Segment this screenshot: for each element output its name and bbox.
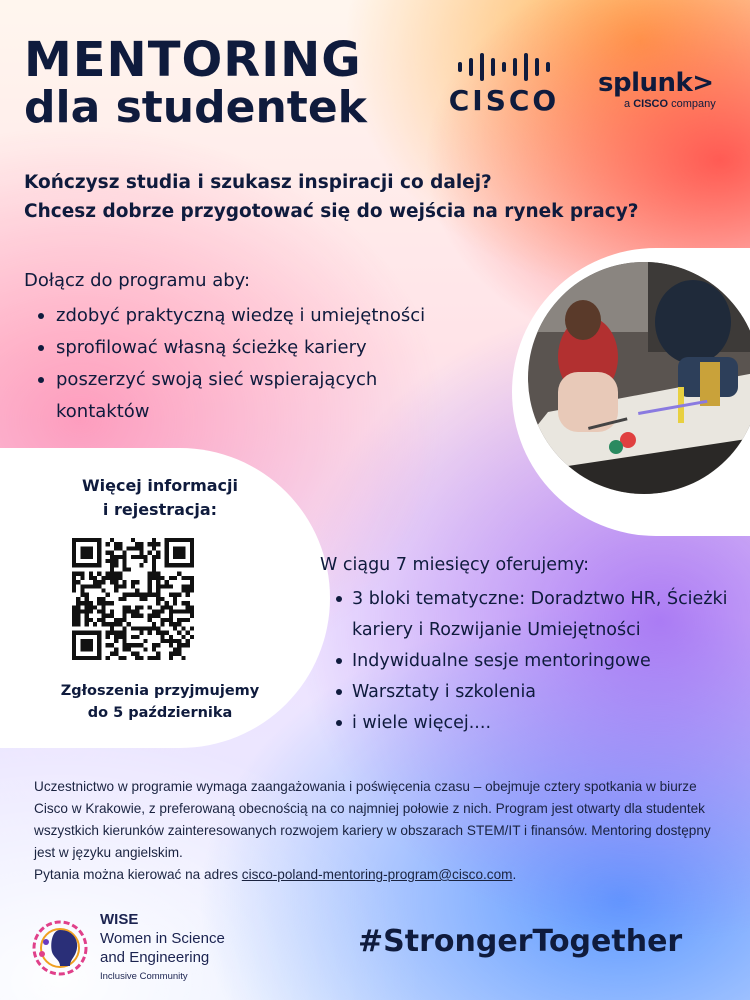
wise-desc-line-1: Women in Science	[100, 930, 225, 947]
join-item: poszerzyć swoją sieć wspierających kontaktów	[36, 364, 416, 428]
wise-sub: Inclusive Community	[100, 971, 188, 982]
offer-item: i wiele więcej....	[334, 708, 744, 739]
wise-name: WISE	[100, 911, 139, 928]
question-2: Chcesz dobrze przygotować się do wejścia na rynek pracy?	[24, 201, 639, 222]
page-title	[24, 32, 367, 133]
wise-logo	[30, 910, 310, 990]
workshop-photo-illustration	[528, 262, 750, 494]
splunk-subline	[598, 98, 728, 110]
offer-item: Warsztaty i szkolenia	[334, 677, 744, 708]
workshop-photo	[528, 262, 750, 494]
join-list	[36, 300, 496, 428]
deadline-line-2: do 5 października	[87, 705, 233, 721]
hashtag: #StrongerTogether	[358, 924, 683, 959]
join-item: zdobyć praktyczną wiedzę i umiejętności	[36, 300, 496, 332]
title-line-1: MENTORING	[24, 32, 362, 88]
wise-desc-line-2: and Engineering	[100, 949, 210, 966]
splunk-sub-brand: CISCO	[633, 98, 669, 110]
offer-heading: W ciągu 7 miesięcy oferujemy:	[320, 555, 590, 575]
footer-paragraph	[34, 776, 734, 886]
join-item: sprofilować własną ścieżkę kariery	[36, 332, 496, 364]
splunk-wordmark: splunk>	[598, 68, 714, 98]
cisco-bars	[444, 52, 564, 82]
wise-text	[100, 910, 225, 982]
title-line-2: dla studentek	[24, 82, 367, 133]
splunk-logo-icon	[598, 68, 728, 110]
registration-heading	[30, 474, 290, 522]
intro-questions	[24, 168, 639, 226]
splunk-sub-suffix: company	[671, 98, 716, 110]
question-1: Kończysz studia i szukasz inspiracji co dalej?	[24, 172, 492, 193]
offer-list	[334, 584, 744, 739]
footer-body: Uczestnictwo w programie wymaga zaangażowania i poświęcenia czasu – obejmuje cztery spotkania w biurze Cisco w Krakowie, z preferowaną obecnością na co najmniej połowie z nich. Program jest otwarty dla studentek wszystkich kierunków zainteresowanych rozwojem kariery w obszarach STEM/IT i finansów. Mentoring dostępny jest w języku angielskim.	[34, 779, 711, 860]
contact-suffix: .	[512, 867, 517, 882]
contact-email-link[interactable]: cisco-poland-mentoring-program@cisco.com	[241, 867, 513, 882]
registration-deadline	[20, 680, 300, 724]
contact-prefix: Pytania można kierować na adres	[34, 867, 242, 882]
wise-logo-icon	[30, 916, 94, 980]
qr-code-icon[interactable]	[72, 538, 194, 660]
offer-item: Indywidualne sesje mentoringowe	[334, 646, 744, 677]
registration-heading-line-2: i rejestracja:	[102, 500, 218, 519]
offer-item: 3 bloki tematyczne: Doradztwo HR, Ścieżki kariery i Rozwijanie Umiejętności	[334, 584, 744, 646]
cisco-wordmark: CISCO	[448, 84, 560, 117]
deadline-line-1: Zgłoszenia przyjmujemy	[60, 683, 260, 699]
footer-contact	[34, 864, 734, 886]
cisco-logo-icon	[444, 52, 564, 117]
qr-code-graphic	[72, 538, 194, 660]
splunk-sub-prefix: a	[624, 98, 631, 110]
join-heading: Dołącz do programu aby:	[24, 270, 251, 291]
registration-heading-line-1: Więcej informacji	[81, 476, 238, 495]
